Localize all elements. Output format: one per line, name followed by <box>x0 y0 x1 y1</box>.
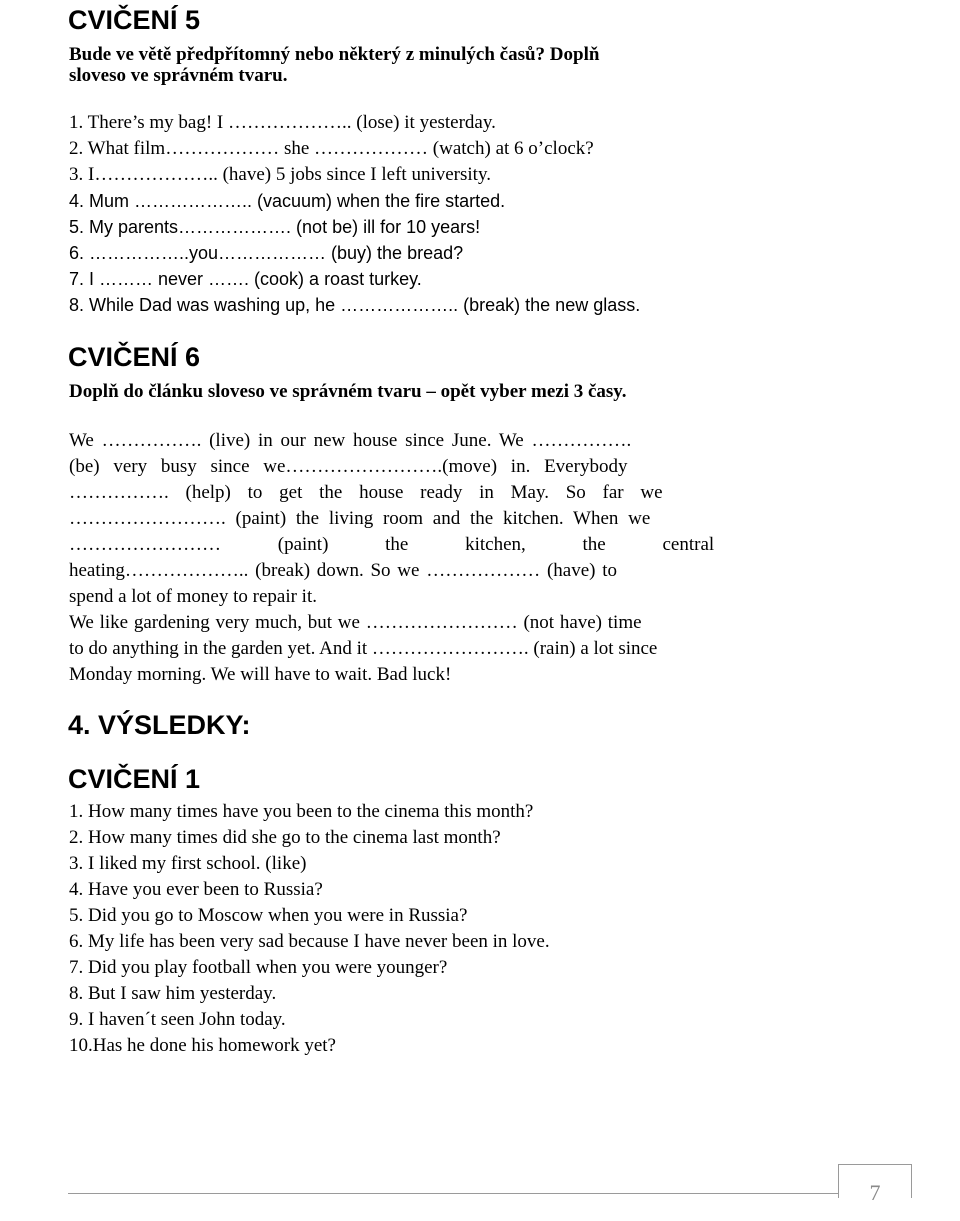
exercise-5-item: 2. What film……………… she ……………… (watch) at 6 o’clock? <box>69 138 594 159</box>
answer-item: 4. Have you ever been to Russia? <box>69 879 323 900</box>
exercise-5-instruction-line-2: sloveso ve správném tvaru. <box>69 65 288 86</box>
article-line: We like gardening very much, but we …………………… (not have) time <box>69 612 642 633</box>
exercise-5-item: 8. While Dad was washing up, he ……………….. (break) the new glass. <box>69 295 641 315</box>
answer-item: 9. I haven´t seen John today. <box>69 1009 286 1030</box>
exercise-6-title: CVIČENÍ 6 <box>68 342 201 372</box>
article-line: heating……………….. (break) down. So we ……………… (have) to <box>69 560 618 581</box>
page-number: 7 <box>838 1164 912 1198</box>
answer-item: 10.Has he done his homework yet? <box>69 1035 336 1056</box>
answer-item: 8. But I saw him yesterday. <box>69 983 277 1004</box>
answer-item: 1. How many times have you been to the cinema this month? <box>69 801 534 822</box>
exercise-5-item: 1. There’s my bag! I ……………….. (lose) it yesterday. <box>69 112 496 133</box>
article-line: to do anything in the garden yet. And it ……………………. (rain) a lot since <box>69 638 658 659</box>
exercise-5-item: 3. I……………….. (have) 5 jobs since I left university. <box>69 164 491 185</box>
answer-item: 2. How many times did she go to the cinema last month? <box>69 827 501 848</box>
exercise-1-answers <box>69 799 550 1059</box>
exercise-6-article <box>69 428 776 688</box>
exercise-1-title: CVIČENÍ 1 <box>68 764 201 794</box>
article-line: ……………. (help) to get the house ready in May. So far we <box>69 482 663 503</box>
answer-item: 5. Did you go to Moscow when you were in Russia? <box>69 905 468 926</box>
article-line: ……………………. (paint) the living room and the kitchen. When we <box>69 508 651 529</box>
article-line: spend a lot of money to repair it. <box>69 586 317 607</box>
exercise-5-title: CVIČENÍ 5 <box>68 5 201 35</box>
answer-item: 7. Did you play football when you were younger? <box>69 957 448 978</box>
exercise-5-items <box>69 110 640 318</box>
results-title: 4. VÝSLEDKY: <box>68 710 251 740</box>
article-line: We ……………. (live) in our new house since June. We ……………. <box>69 430 632 451</box>
exercise-5-instruction-line-1: Bude ve větě předpřítomný nebo některý z minulých časů? Doplň <box>69 44 600 65</box>
exercise-5-item: 7. I ……… never ……. (cook) a roast turkey. <box>69 269 422 289</box>
exercise-6-instruction: Doplň do článku sloveso ve správném tvaru – opět vyber mezi 3 časy. <box>69 381 627 402</box>
article-line: …………………… (paint) the kitchen, the central <box>69 534 715 555</box>
footer-rule <box>68 1193 838 1194</box>
answer-item: 3. I liked my first school. (like) <box>69 853 307 874</box>
article-line: (be) very busy since we…………………….(move) in. Everybody <box>69 456 628 477</box>
answer-item: 6. My life has been very sad because I have never been in love. <box>69 931 550 952</box>
exercise-5-item: 6. ……………..you……………… (buy) the bread? <box>69 243 464 263</box>
exercise-5-item: 5. My parents………………. (not be) ill for 10 years! <box>69 217 481 237</box>
exercise-5-item: 4. Mum ……………….. (vacuum) when the fire started. <box>69 191 506 211</box>
article-line: Monday morning. We will have to wait. Bad luck! <box>69 664 452 685</box>
